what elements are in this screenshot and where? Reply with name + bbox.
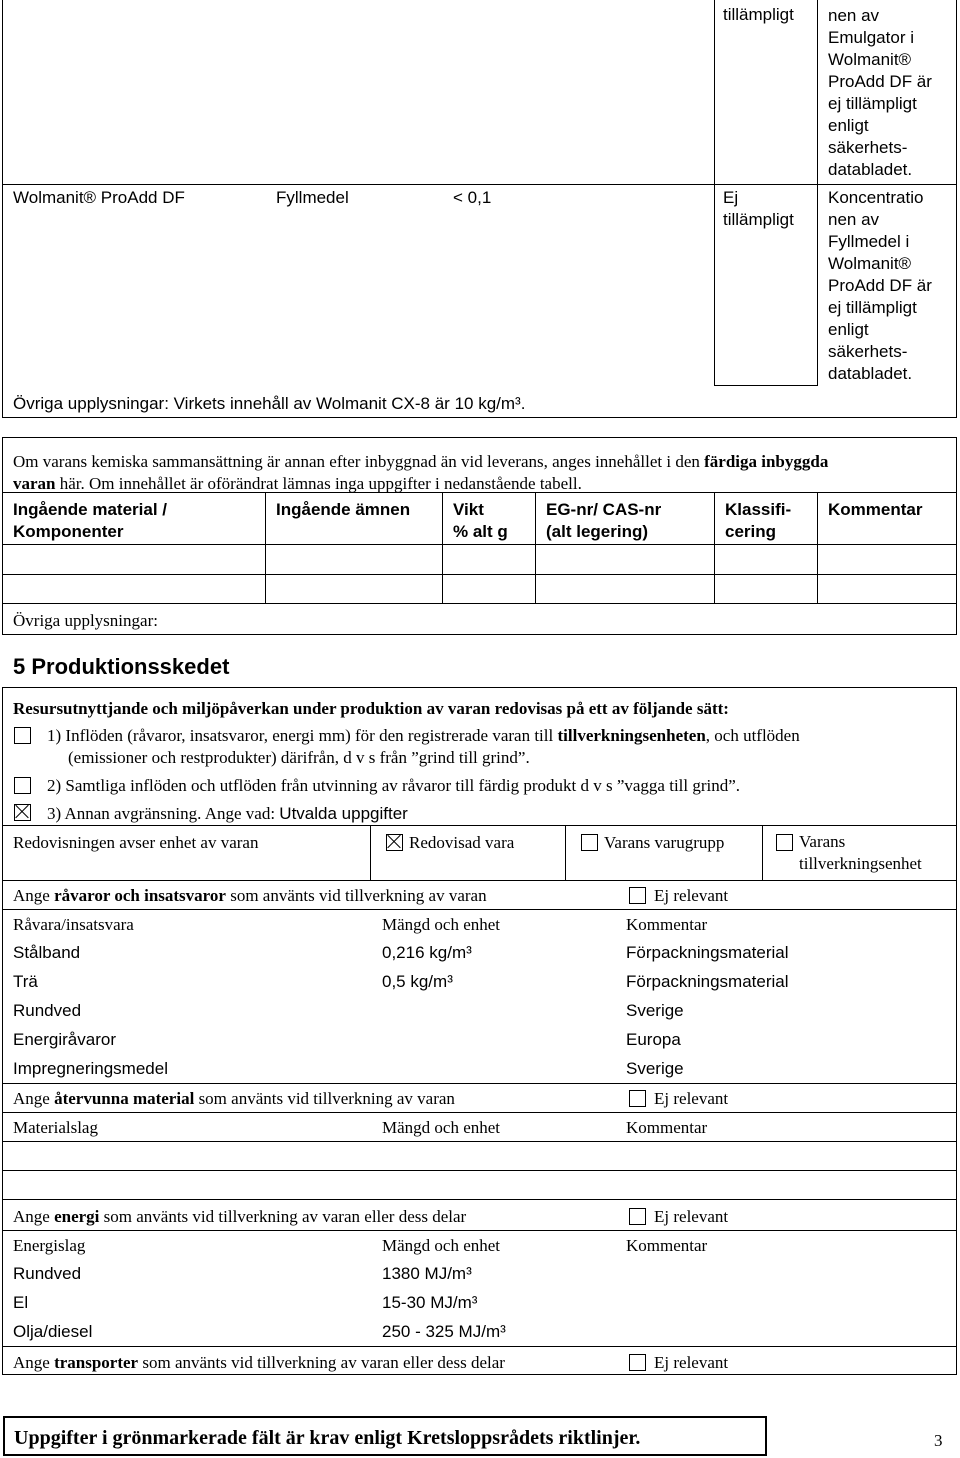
- checkbox[interactable]: [581, 834, 598, 851]
- transport-title: Ange transporter som använts vid tillverkning av varan eller dess delar: [13, 1353, 505, 1372]
- energy-title: Ange energi som använts vid tillverkning av varan eller dess delar: [13, 1207, 467, 1226]
- column-header: Kommentar: [626, 915, 708, 934]
- report-unit-label: Redovisningen avser enhet av varan: [13, 833, 259, 852]
- table-cell: 1380 MJ/m³: [382, 1264, 472, 1283]
- table-cell: 250 - 325 MJ/m³: [382, 1322, 506, 1341]
- other-info: Övriga upplysningar:: [13, 611, 158, 630]
- intro-paragraph: Om varans kemiska sammansättning är annan efter inbyggnad än vid leverans, anges innehållet i den färdiga inbyggda varan här. Om innehållet är oförändrat lämnas inga uppgifter i nedanstående tabell.: [13, 452, 829, 493]
- table-cell: Rundved: [13, 1264, 82, 1283]
- table-cell: Förpackningsmaterial: [626, 972, 789, 991]
- table-cell: Europa: [626, 1030, 681, 1049]
- column-header: Energislag: [13, 1236, 86, 1255]
- option-3-value: Utvalda uppgifter: [279, 804, 408, 823]
- checkbox-checked[interactable]: [14, 804, 31, 821]
- not-relevant-label: Ej relevant: [654, 1353, 729, 1372]
- column-header: Kommentar: [626, 1236, 708, 1255]
- option-1-text: 1) Inflöden (råvaror, insatsvaror, energi mm) för den registrerade varan till tillverkningsenheten, och utflöden: [47, 726, 800, 745]
- checkbox[interactable]: [14, 777, 31, 794]
- raw-materials-title: Ange råvaror och insatsvaror som använts vid tillverkning av varan: [13, 886, 487, 905]
- not-relevant-label: Ej relevant: [654, 1207, 729, 1226]
- checkbox[interactable]: [629, 887, 646, 904]
- cell-product: Wolmanit® ProAdd DF: [13, 188, 185, 207]
- table-cell: Energiråvaror: [13, 1030, 116, 1049]
- section-intro: Resursutnyttjande och miljöpåverkan under produktion av varan redovisas på ett av följande sätt:: [13, 699, 729, 718]
- not-relevant-label: Ej relevant: [654, 886, 729, 905]
- section-heading: 5 Produktionsskedet: [13, 654, 230, 679]
- header-comment: Kommentar: [828, 500, 923, 519]
- checkbox[interactable]: [629, 1354, 646, 1371]
- table-cell: Sverige: [626, 1001, 684, 1020]
- choice-label: Varans varugrupp: [604, 833, 725, 852]
- table-cell: 0,216 kg/m³: [382, 943, 472, 962]
- choice-label: Varans tillverkningsenhet: [799, 832, 922, 873]
- table-cell: 0,5 kg/m³: [382, 972, 453, 991]
- page-number: 3: [934, 1431, 943, 1450]
- other-info: Övriga upplysningar: Virkets innehåll av Wolmanit CX-8 är 10 kg/m³.: [13, 394, 526, 413]
- cell-substance: Fyllmedel: [276, 188, 349, 207]
- cell-comment: Koncentratio nen av Fyllmedel i Wolmanit® ProAdd DF är ej tillämpligt enligt säkerhets- databladet.: [828, 188, 932, 383]
- cell-comment: nen av Emulgator i Wolmanit® ProAdd DF är ej tillämpligt enligt säkerhets- databladet.: [828, 6, 932, 179]
- option-3-text: 3) Annan avgränsning. Ange vad: Utvalda uppgifter: [47, 804, 408, 823]
- checkbox[interactable]: [629, 1208, 646, 1225]
- table-cell: Stålband: [13, 943, 81, 962]
- cell-weight: < 0,1: [453, 188, 492, 207]
- footer-note: Uppgifter i grönmarkerade fält är krav enligt Kretsloppsrådets riktlinjer.: [14, 1427, 641, 1449]
- column-header: Råvara/insatsvara: [13, 915, 134, 934]
- choice-label: Redovisad vara: [409, 833, 515, 852]
- recycled-title: Ange återvunna material som använts vid tillverkning av varan: [13, 1089, 455, 1108]
- header-weight: Vikt % alt g: [453, 500, 508, 541]
- column-header: Kommentar: [626, 1118, 708, 1137]
- table-cell: Sverige: [626, 1059, 684, 1078]
- header-ec-cas: EG-nr/ CAS-nr (alt legering): [546, 500, 662, 541]
- option-2-text: 2) Samtliga inflöden och utflöden från utvinning av råvaror till färdig produkt d v s ”vagga till grind”.: [47, 776, 741, 795]
- column-header: Mängd och enhet: [382, 1118, 501, 1137]
- table-cell: Rundved: [13, 1001, 82, 1020]
- table-cell: Trä: [13, 972, 38, 991]
- header-material: Ingående material / Komponenter: [13, 500, 167, 541]
- checkbox[interactable]: [629, 1090, 646, 1107]
- option-1-text-line2: (emissioner och restprodukter) därifrån, d v s från ”grind till grind”.: [68, 748, 530, 767]
- table-cell: Impregneringsmedel: [13, 1059, 168, 1078]
- column-header: Materialslag: [13, 1118, 98, 1137]
- table-cell: Förpackningsmaterial: [626, 943, 789, 962]
- header-substances: Ingående ämnen: [276, 500, 411, 519]
- header-classification: Klassifi- cering: [725, 500, 792, 541]
- column-header: Mängd och enhet: [382, 1236, 501, 1255]
- checkbox[interactable]: [776, 834, 793, 851]
- checkbox[interactable]: [14, 727, 31, 744]
- table-cell: Olja/diesel: [13, 1322, 93, 1341]
- cell-applicability: tillämpligt: [723, 5, 794, 24]
- column-header: Mängd och enhet: [382, 915, 501, 934]
- checkbox-checked[interactable]: [386, 834, 403, 851]
- table-cell: El: [13, 1293, 29, 1312]
- table-cell: 15-30 MJ/m³: [382, 1293, 478, 1312]
- not-relevant-label: Ej relevant: [654, 1089, 729, 1108]
- cell-applicability: Ej tillämpligt: [723, 188, 794, 229]
